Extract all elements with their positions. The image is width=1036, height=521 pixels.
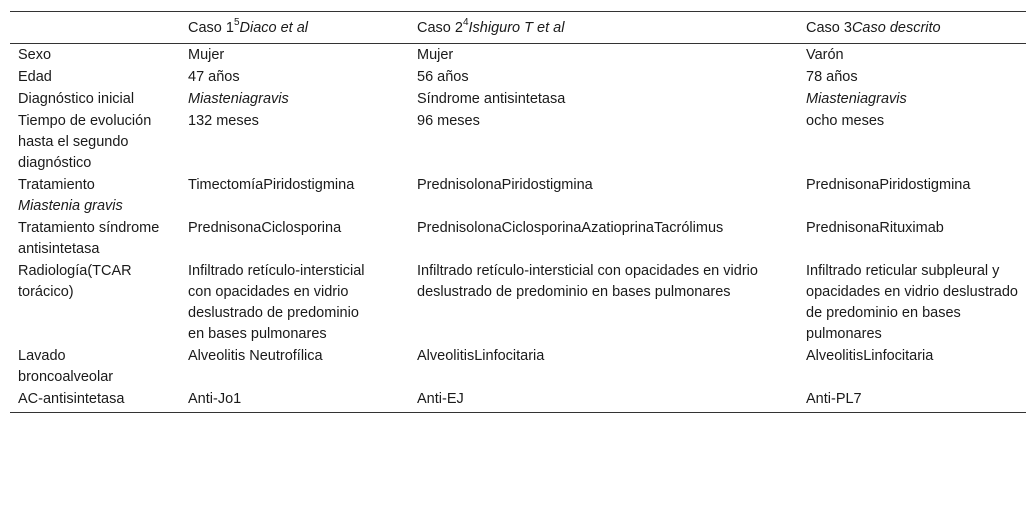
- table-row: [10, 88, 1026, 110]
- header-empty: [10, 12, 180, 44]
- table-row: [10, 110, 1026, 174]
- table-row: [10, 260, 1026, 345]
- cell-caso-3: PrednisonaRituximab: [806, 220, 944, 236]
- cell-caso-2: PrednisolonaPiridostigmina: [417, 177, 593, 193]
- table-row: [10, 217, 1026, 260]
- cell-caso-3: Miasteniagravis: [806, 91, 907, 107]
- table-row: [10, 388, 1026, 413]
- comparison-table: [10, 11, 1026, 413]
- row-label: AC-antisintetasa: [10, 388, 180, 413]
- cell-caso-1: Infiltrado retículo-intersticial con opacidades en vidrio deslustrado de predominio en bases pulmonares: [188, 263, 365, 342]
- header-caso-1: Caso $1^5Diaco$ et al: [180, 12, 409, 44]
- cell-caso-2: PrednisolonaCiclosporinaAzatioprinaTacrólimus: [417, 220, 724, 236]
- cell-caso-3: PrednisonaPiridostigmina: [806, 177, 971, 193]
- row-label: Sexo: [18, 47, 52, 63]
- header-caso-3: Caso 3Caso descrito: [798, 12, 1026, 44]
- cell-caso-1: Alveolitis Neutrofílica: [188, 348, 323, 364]
- row-label: Diagnóstico inicial: [18, 91, 135, 107]
- cell-caso-1: Anti-Jo1: [180, 388, 409, 413]
- row-label: Radiología(TCAR torácico): [18, 263, 132, 300]
- table-row: [10, 345, 1026, 388]
- cell-caso-3: AlveolitisLinfocitaria: [806, 348, 934, 364]
- cell-caso-2: AlveolitisLinfocitaria: [417, 348, 545, 364]
- row-label: Lavado broncoalveolar: [18, 348, 114, 385]
- row-label: Tiempo de evolución hasta el segundo diagnóstico: [18, 113, 152, 171]
- cell-caso-2: 96 meses: [417, 113, 480, 129]
- cell-caso-2: Anti-EJ: [409, 388, 798, 413]
- cell-caso-3: 78 años: [806, 69, 858, 85]
- cell-caso-1: PrednisonaCiclosporina: [188, 220, 342, 236]
- cell-caso-2: Infiltrado retículo-intersticial con opacidades en vidrio deslustrado de predominio en bases pulmonares: [417, 263, 758, 300]
- table-header-row: [10, 12, 1026, 44]
- comparison-table-container: [10, 11, 1026, 413]
- cell-caso-1: 47 años: [188, 69, 240, 85]
- table-row: [10, 174, 1026, 217]
- cell-caso-3: Anti-PL7: [798, 388, 1026, 413]
- table-row: [10, 66, 1026, 88]
- row-label: Edad: [18, 69, 52, 85]
- cell-caso-3: Infiltrado reticular subpleural y opacidades en vidrio deslustrado de predominio en bases pulmonares: [806, 263, 1018, 342]
- cell-caso-1: Miasteniagravis: [188, 91, 289, 107]
- row-label: Tratamiento síndrome antisintetasa: [18, 220, 160, 257]
- cell-caso-3: ocho meses: [806, 113, 885, 129]
- header-caso-2: Caso $2^4Ishiguro$ T et al: [409, 12, 798, 44]
- row-label: Tratamiento Miastenia gravis: [18, 177, 123, 214]
- cell-caso-3: Varón: [806, 47, 844, 63]
- cell-caso-2: Mujer: [417, 47, 454, 63]
- cell-caso-2: 56 años: [417, 69, 469, 85]
- cell-caso-1: Mujer: [188, 47, 225, 63]
- cell-caso-1: TimectomíaPiridostigmina: [188, 177, 355, 193]
- cell-caso-1: 132 meses: [188, 113, 259, 129]
- cell-caso-2: Síndrome antisintetasa: [417, 91, 566, 107]
- table-row: [10, 44, 1026, 67]
